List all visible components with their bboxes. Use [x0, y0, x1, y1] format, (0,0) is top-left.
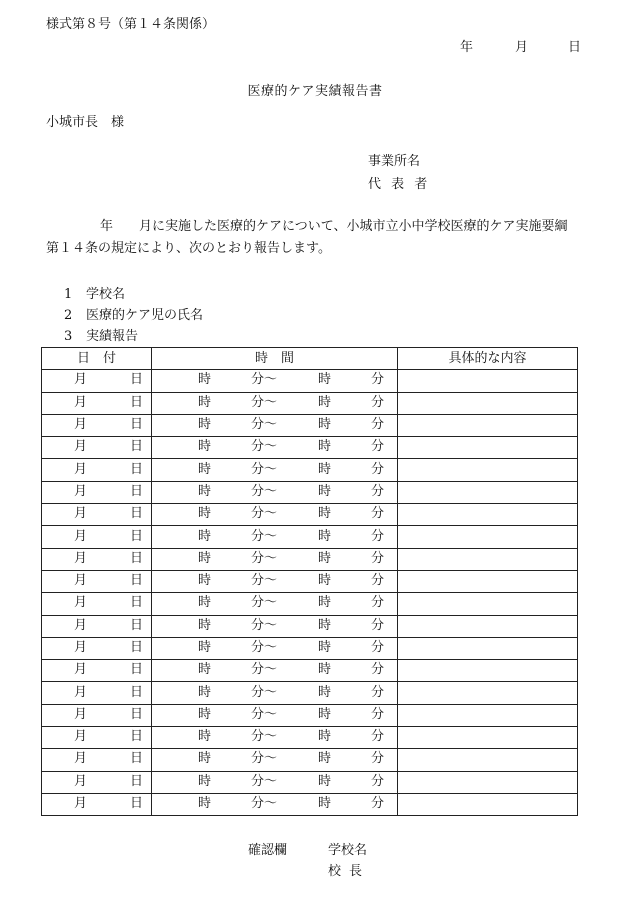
- date-cell[interactable]: [42, 593, 152, 615]
- start-minute-label: 分～: [251, 706, 278, 722]
- end-hour-label: 時: [318, 550, 332, 566]
- start-hour-label: 時: [198, 662, 212, 678]
- list-item-number: 1: [64, 287, 73, 302]
- end-minute-label: 分: [371, 595, 385, 611]
- end-hour-label: 時: [318, 617, 332, 633]
- day-label: 日: [130, 684, 144, 700]
- end-minute-label: 分: [371, 417, 385, 433]
- content-cell[interactable]: [398, 704, 578, 726]
- time-cell[interactable]: [152, 682, 398, 704]
- day-label: 日: [130, 573, 144, 589]
- time-cell[interactable]: [152, 660, 398, 682]
- list-item-label: 医療的ケア児の氏名: [86, 308, 204, 323]
- end-minute-label: 分: [371, 461, 385, 477]
- start-hour-label: 時: [198, 483, 212, 499]
- start-hour-label: 時: [198, 595, 212, 611]
- header-date: 日 付: [42, 348, 152, 370]
- content-cell[interactable]: [398, 727, 578, 749]
- end-hour-label: 時: [318, 684, 332, 700]
- start-minute-label: 分～: [251, 439, 278, 455]
- document-title: 医療的ケア実績報告書: [247, 84, 383, 99]
- end-minute-label: 分: [371, 751, 385, 767]
- end-hour-label: 時: [318, 796, 332, 812]
- start-minute-label: 分～: [251, 528, 278, 544]
- start-hour-label: 時: [198, 439, 212, 455]
- day-label: 日: [130, 506, 144, 522]
- start-hour-label: 時: [198, 550, 212, 566]
- end-hour-label: 時: [318, 751, 332, 767]
- month-label: 月: [74, 483, 88, 499]
- day-label: 日: [130, 706, 144, 722]
- date-cell[interactable]: [42, 704, 152, 726]
- end-hour-label: 時: [318, 483, 332, 499]
- date-cell[interactable]: [42, 637, 152, 659]
- office-name-label: 事業所名: [368, 154, 421, 169]
- start-hour-label: 時: [198, 640, 212, 655]
- list-item-number: 2: [64, 308, 73, 323]
- date-cell[interactable]: [42, 727, 152, 749]
- day-label: 日: [130, 550, 144, 566]
- start-minute-label: 分～: [251, 617, 278, 633]
- month-label: 月: [74, 751, 88, 767]
- time-cell[interactable]: [152, 526, 398, 548]
- day-label: 日: [130, 773, 144, 789]
- end-hour-label: 時: [318, 773, 332, 789]
- content-cell[interactable]: [398, 481, 578, 503]
- date-cell[interactable]: [42, 749, 152, 771]
- time-cell[interactable]: [152, 459, 398, 481]
- end-minute-label: 分: [371, 506, 385, 522]
- day-label: 日: [130, 439, 144, 455]
- time-cell[interactable]: [152, 771, 398, 793]
- table-row: [42, 749, 578, 771]
- start-minute-label: 分～: [251, 573, 278, 589]
- month-label: 月: [74, 684, 88, 700]
- month-label: 月: [74, 729, 88, 745]
- table-row: [42, 793, 578, 815]
- end-hour-label: 時: [318, 729, 332, 745]
- day-label: 日: [130, 394, 144, 410]
- start-minute-label: 分～: [251, 729, 278, 745]
- day-label: 日: [130, 372, 144, 388]
- table-row: [42, 414, 578, 436]
- date-cell[interactable]: [42, 504, 152, 526]
- table-row: [42, 504, 578, 526]
- time-cell[interactable]: [152, 637, 398, 659]
- end-minute-label: 分: [371, 573, 385, 589]
- start-minute-label: 分～: [251, 595, 278, 611]
- table-row: [42, 526, 578, 548]
- time-cell[interactable]: [152, 593, 398, 615]
- date-cell[interactable]: [42, 459, 152, 481]
- date-cell[interactable]: [42, 392, 152, 414]
- content-cell[interactable]: [398, 437, 578, 459]
- time-cell[interactable]: [152, 548, 398, 570]
- date-month-label: 月: [515, 40, 529, 55]
- day-label: 日: [130, 417, 144, 433]
- date-cell[interactable]: [42, 615, 152, 637]
- content-cell[interactable]: [398, 615, 578, 637]
- table-row: [42, 593, 578, 615]
- month-label: 月: [74, 372, 88, 388]
- month-label: 月: [74, 573, 88, 589]
- table-row: [42, 615, 578, 637]
- end-minute-label: 分: [371, 706, 385, 722]
- end-hour-label: 時: [318, 595, 332, 611]
- confirmation-principal-label: 校長: [328, 864, 371, 879]
- table-row: [42, 548, 578, 570]
- time-cell[interactable]: [152, 392, 398, 414]
- start-hour-label: 時: [198, 684, 212, 700]
- content-cell[interactable]: [398, 660, 578, 682]
- date-cell[interactable]: [42, 526, 152, 548]
- time-cell[interactable]: [152, 370, 398, 392]
- month-label: 月: [74, 461, 88, 477]
- end-hour-label: 時: [318, 506, 332, 522]
- table-row: [42, 771, 578, 793]
- end-hour-label: 時: [318, 662, 332, 678]
- table-header-row: [42, 348, 578, 370]
- month-label: 月: [74, 439, 88, 455]
- content-cell[interactable]: [398, 637, 578, 659]
- table-row: [42, 682, 578, 704]
- end-minute-label: 分: [371, 617, 385, 633]
- list-item-label: 学校名: [86, 287, 126, 302]
- month-label: 月: [74, 640, 88, 655]
- representative-label: 代 表 者: [368, 177, 431, 192]
- body-text-line-2: 第１４条の規定により、次のとおり報告します。: [46, 241, 331, 256]
- end-minute-label: 分: [371, 729, 385, 745]
- table-row: [42, 370, 578, 392]
- start-minute-label: 分～: [251, 483, 278, 499]
- start-hour-label: 時: [198, 394, 212, 410]
- end-minute-label: 分: [371, 773, 385, 789]
- content-cell[interactable]: [398, 570, 578, 592]
- report-table: [41, 347, 578, 816]
- day-label: 日: [130, 796, 144, 812]
- start-minute-label: 分～: [251, 506, 278, 522]
- content-cell[interactable]: [398, 392, 578, 414]
- confirmation-label: 確認欄: [248, 843, 288, 858]
- date-cell[interactable]: [42, 771, 152, 793]
- start-hour-label: 時: [198, 751, 212, 767]
- start-hour-label: 時: [198, 417, 212, 433]
- end-minute-label: 分: [371, 528, 385, 544]
- addressee: 小城市長 様: [46, 115, 125, 130]
- end-minute-label: 分: [371, 684, 385, 700]
- end-minute-label: 分: [371, 796, 385, 812]
- list-item: [64, 329, 138, 345]
- date-cell[interactable]: [42, 437, 152, 459]
- table-row: [42, 437, 578, 459]
- start-hour-label: 時: [198, 729, 212, 745]
- date-year-label: 年: [460, 40, 474, 55]
- time-cell[interactable]: [152, 727, 398, 749]
- end-hour-label: 時: [318, 417, 332, 433]
- table-row: [42, 660, 578, 682]
- day-label: 日: [130, 662, 144, 678]
- start-hour-label: 時: [198, 573, 212, 589]
- month-label: 月: [74, 595, 88, 611]
- month-label: 月: [74, 394, 88, 410]
- month-label: 月: [74, 617, 88, 633]
- content-cell[interactable]: [398, 771, 578, 793]
- start-hour-label: 時: [198, 796, 212, 812]
- content-cell[interactable]: [398, 749, 578, 771]
- date-cell[interactable]: [42, 548, 152, 570]
- table-row: [42, 570, 578, 592]
- day-label: 日: [130, 640, 144, 655]
- end-hour-label: 時: [318, 394, 332, 410]
- start-hour-label: 時: [198, 706, 212, 722]
- start-hour-label: 時: [198, 773, 212, 789]
- month-label: 月: [74, 706, 88, 722]
- content-cell[interactable]: [398, 459, 578, 481]
- month-label: 月: [74, 662, 88, 678]
- list-item: [64, 287, 125, 303]
- content-cell[interactable]: [398, 370, 578, 392]
- end-hour-label: 時: [318, 439, 332, 455]
- start-hour-label: 時: [198, 372, 212, 388]
- form-number: 様式第８号（第１４条関係）: [46, 17, 216, 32]
- month-label: 月: [74, 796, 88, 812]
- day-label: 日: [130, 483, 144, 499]
- month-label: 月: [74, 528, 88, 544]
- month-label: 月: [74, 550, 88, 566]
- time-cell[interactable]: [152, 793, 398, 815]
- end-hour-label: 時: [318, 706, 332, 722]
- month-label: 月: [74, 773, 88, 789]
- confirmation-school-label: 学校名: [328, 843, 368, 858]
- content-cell[interactable]: [398, 793, 578, 815]
- time-cell[interactable]: [152, 749, 398, 771]
- date-cell[interactable]: [42, 682, 152, 704]
- date-cell[interactable]: [42, 370, 152, 392]
- content-cell[interactable]: [398, 548, 578, 570]
- time-cell[interactable]: [152, 437, 398, 459]
- end-minute-label: 分: [371, 662, 385, 678]
- content-cell[interactable]: [398, 682, 578, 704]
- end-minute-label: 分: [371, 550, 385, 566]
- end-hour-label: 時: [318, 372, 332, 388]
- end-hour-label: 時: [318, 461, 332, 477]
- table-row: [42, 727, 578, 749]
- list-item: [64, 308, 203, 324]
- body-text-1: 年 月に実施した医療的ケアについて、小城市立小中学校医療的ケア実施要綱: [100, 219, 568, 234]
- table-row: [42, 392, 578, 414]
- date-cell[interactable]: [42, 414, 152, 436]
- time-cell[interactable]: [152, 615, 398, 637]
- table-row: [42, 637, 578, 659]
- time-cell[interactable]: [152, 570, 398, 592]
- time-cell[interactable]: [152, 481, 398, 503]
- day-label: 日: [130, 617, 144, 633]
- start-minute-label: 分～: [251, 640, 278, 655]
- end-hour-label: 時: [318, 528, 332, 544]
- content-cell[interactable]: [398, 504, 578, 526]
- start-minute-label: 分～: [251, 662, 278, 678]
- header-time: 時 間: [152, 348, 398, 370]
- date-cell[interactable]: [42, 570, 152, 592]
- start-minute-label: 分～: [251, 796, 278, 812]
- time-cell[interactable]: [152, 704, 398, 726]
- day-label: 日: [130, 729, 144, 745]
- start-minute-label: 分～: [251, 372, 278, 388]
- day-label: 日: [130, 595, 144, 611]
- start-minute-label: 分～: [251, 773, 278, 789]
- start-hour-label: 時: [198, 528, 212, 544]
- month-label: 月: [74, 417, 88, 433]
- end-hour-label: 時: [318, 640, 332, 655]
- end-minute-label: 分: [371, 640, 385, 655]
- list-item-label: 実績報告: [86, 329, 139, 344]
- date-cell[interactable]: [42, 793, 152, 815]
- date-cell[interactable]: [42, 481, 152, 503]
- table-row: [42, 704, 578, 726]
- start-minute-label: 分～: [251, 550, 278, 566]
- start-minute-label: 分～: [251, 417, 278, 433]
- end-minute-label: 分: [371, 483, 385, 499]
- day-label: 日: [130, 751, 144, 767]
- day-label: 日: [130, 528, 144, 544]
- date-cell[interactable]: [42, 660, 152, 682]
- body-text-line-1: [46, 219, 567, 235]
- end-hour-label: 時: [318, 573, 332, 589]
- end-minute-label: 分: [371, 439, 385, 455]
- day-label: 日: [130, 461, 144, 477]
- table-row: [42, 481, 578, 503]
- content-cell[interactable]: [398, 414, 578, 436]
- start-minute-label: 分～: [251, 751, 278, 767]
- table-row: [42, 459, 578, 481]
- start-minute-label: 分～: [251, 461, 278, 477]
- content-cell[interactable]: [398, 526, 578, 548]
- end-minute-label: 分: [371, 372, 385, 388]
- start-hour-label: 時: [198, 461, 212, 477]
- end-minute-label: 分: [371, 394, 385, 410]
- start-minute-label: 分～: [251, 684, 278, 700]
- start-minute-label: 分～: [251, 394, 278, 410]
- list-item-number: 3: [64, 329, 73, 344]
- header-content: 具体的な内容: [398, 348, 578, 370]
- time-cell[interactable]: [152, 414, 398, 436]
- month-label: 月: [74, 506, 88, 522]
- time-cell[interactable]: [152, 504, 398, 526]
- content-cell[interactable]: [398, 593, 578, 615]
- start-hour-label: 時: [198, 506, 212, 522]
- date-day-label: 日: [568, 40, 582, 55]
- start-hour-label: 時: [198, 617, 212, 633]
